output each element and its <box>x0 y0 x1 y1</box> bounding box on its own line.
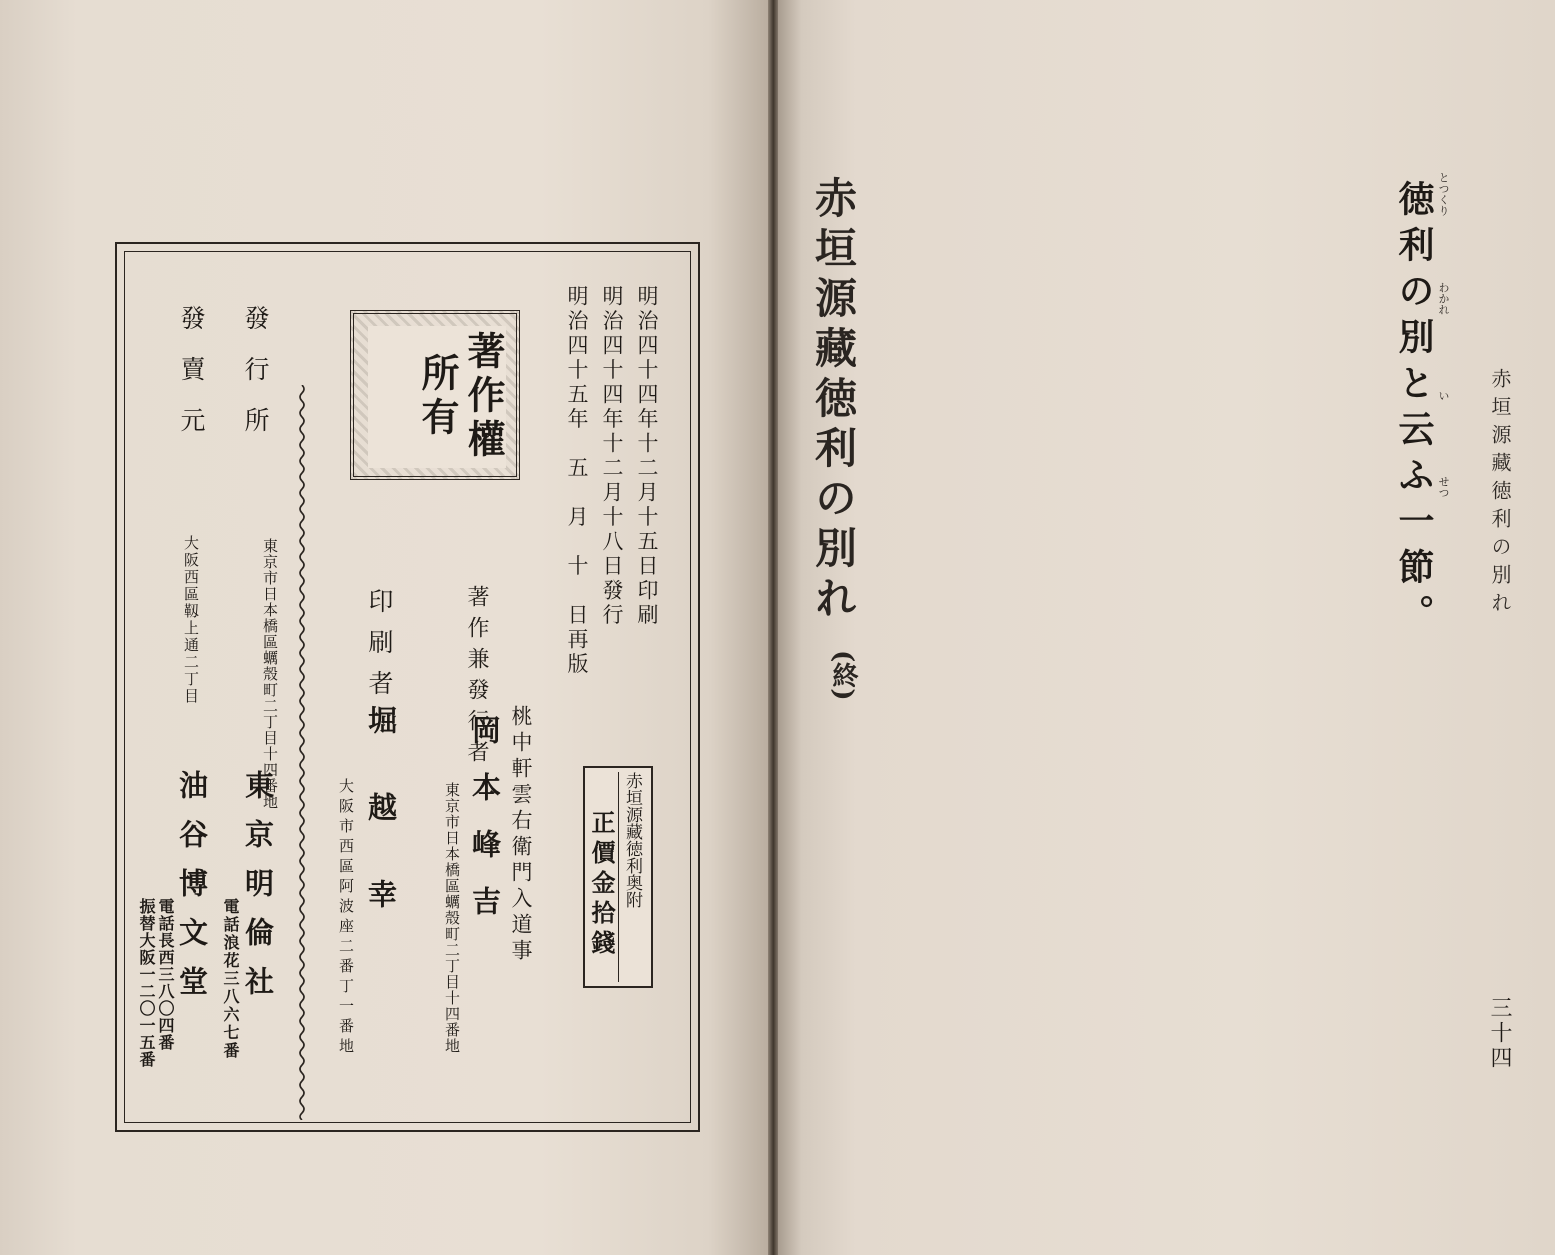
reprint-date: 明治四十五年 五 月 十 日再版 <box>565 285 589 677</box>
price-box-divider <box>618 772 619 982</box>
printer-name: 堀越幸 <box>364 705 398 966</box>
author-name: 岡本峰吉 <box>468 715 502 943</box>
print-date: 明治四十四年十二月十五日印刷 <box>635 285 659 628</box>
author-address: 東京市日本橋區蠣殼町二丁目十四番地 <box>443 782 461 1054</box>
ruby-tokkuri: とつくり <box>1437 172 1450 216</box>
publisher-label: 發行所 <box>241 305 270 458</box>
end-mark: (終) <box>828 650 858 701</box>
price-box-title: 赤垣源藏徳利奥附 <box>622 772 642 908</box>
ruby-i: い <box>1437 390 1450 401</box>
running-head: 赤垣源藏徳利の別れ <box>1488 368 1512 620</box>
seller-address: 大阪西區靱上通二丁目 <box>182 535 200 705</box>
price-value: 正價金拾錢 <box>587 810 616 960</box>
seller-label: 發賣元 <box>177 305 206 458</box>
author-label: 著作兼發行者 <box>464 585 489 771</box>
story-end-title: 赤垣源藏徳利の別れ <box>809 176 858 626</box>
publisher-phone: 電話浪花三八六七番 <box>221 898 240 1060</box>
printer-label: 印刷者 <box>365 588 394 711</box>
left-page <box>0 0 770 1255</box>
seller-phone: 電話長西三八〇四番 <box>156 898 175 1051</box>
publisher-address: 東京市日本橋區蠣殼町二丁目十四番地 <box>261 538 279 810</box>
ruby-wakare: わかれ <box>1437 282 1450 315</box>
publish-date: 明治四十四年十二月十八日發行 <box>600 285 624 628</box>
page-number: 三十四 <box>1487 996 1512 1071</box>
copyright-stamp-text: 著作權所有 <box>368 326 506 468</box>
pen-name: 桃中軒雲右衛門入道事 <box>509 705 533 965</box>
copyright-stamp <box>350 310 520 480</box>
printer-address: 大阪市西區阿波座二番丁一番地 <box>337 778 355 1058</box>
ruby-setsu: せつ <box>1437 476 1450 498</box>
seller-name: 油谷博文堂 <box>175 770 209 1015</box>
section-heading: 徳利の別と云ふ一節。 <box>1393 180 1435 640</box>
seller-transfer: 振替大阪一二〇一五番 <box>137 898 156 1068</box>
wavy-divider <box>297 385 307 1120</box>
publisher-name: 東京明倫社 <box>241 770 275 1015</box>
